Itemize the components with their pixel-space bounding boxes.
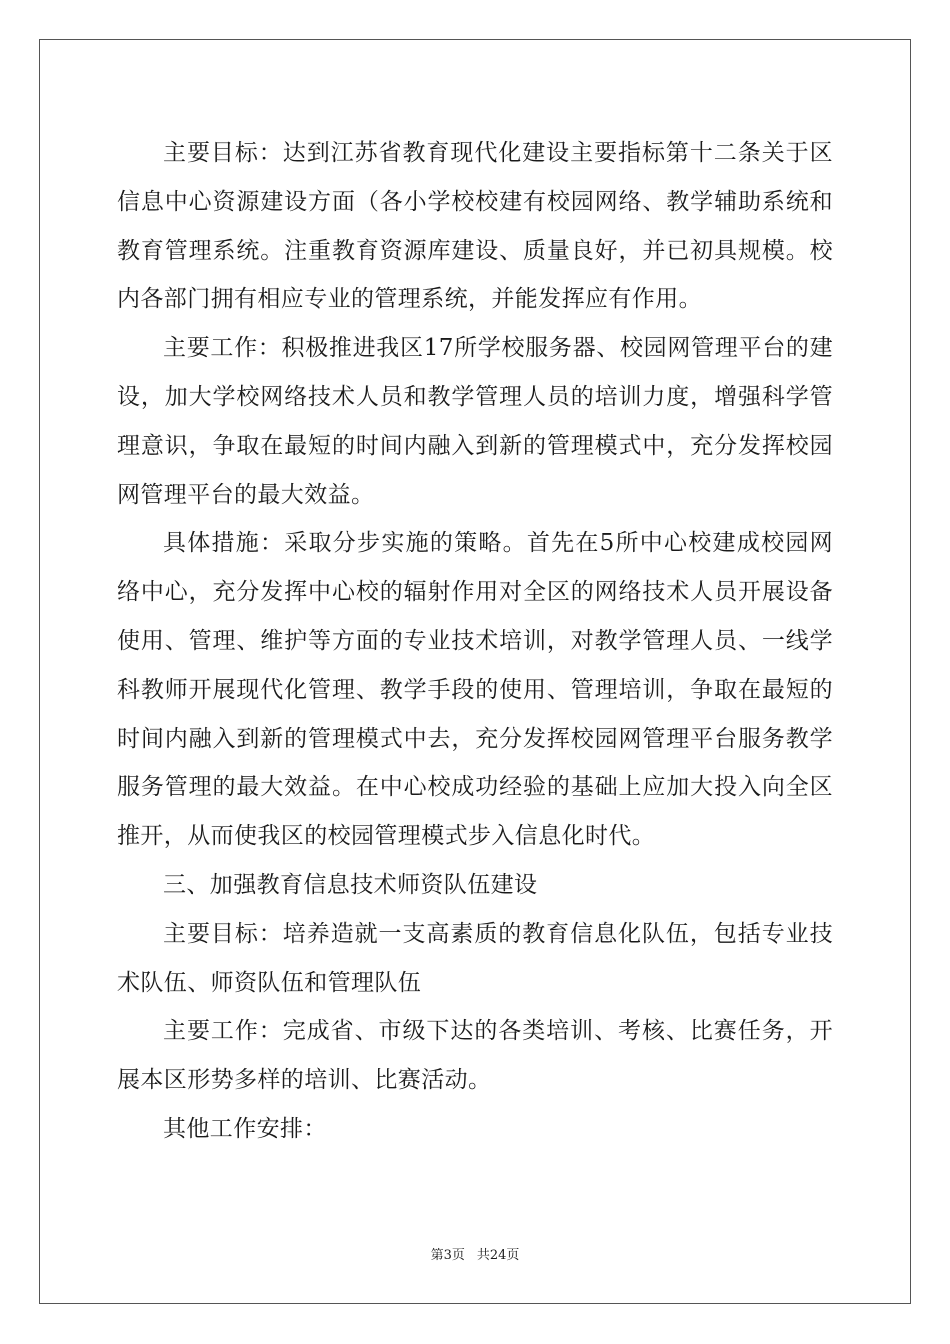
paragraph-work-servers: 主要工作：积极推进我区17所学校服务器、校园网管理平台的建设，加大学校网络技术人员和教学管理人员的培训力度，增强科学管理意识，争取在最短的时间内融入到新的管理模式中，充分发挥校园网管理平台的最大效益。	[117, 335, 833, 508]
paragraph-goal-team: 主要目标：培养造就一支高素质的教育信息化队伍，包括专业技术队伍、师资队伍和管理队伍	[117, 920, 833, 996]
page-footer	[0, 1244, 950, 1263]
page-number-total: 共24页	[476, 1248, 520, 1263]
document-body	[117, 129, 833, 1154]
paragraph-work-training: 主要工作：完成省、市级下达的各类培训、考核、比赛任务，开展本区形势多样的培训、比赛活动。	[117, 1018, 833, 1094]
page-number-current: 第3页	[430, 1248, 465, 1263]
paragraph-measures: 具体措施：采取分步实施的策略。首先在5所中心校建成校园网络中心，充分发挥中心校的辐射作用对全区的网络技术人员开展设备使用、管理、维护等方面的专业技术培训，对教学管理人员、一线学科教师开展现代化管理、教学手段的使用、管理培训，争取在最短的时间内融入到新的管理模式中去，充分发挥校园网管理平台服务教学服务管理的最大效益。在中心校成功经验的基础上应加大投入向全区推开，从而使我区的校园管理模式步入信息化时代。	[117, 530, 833, 850]
paragraph-other-arrangements: 其他工作安排：	[163, 1115, 327, 1142]
paragraph-goal-resources: 主要目标：达到江苏省教育现代化建设主要指标第十二条关于区信息中心资源建设方面（各小学校校建有校园网络、教学辅助系统和教育管理系统。注重教育资源库建设、质量良好，并已初具规模。校内各部门拥有相应专业的管理系统，并能发挥应有作用。	[117, 140, 833, 313]
section-heading-teachers: 三、加强教育信息技术师资队伍建设	[163, 871, 538, 898]
